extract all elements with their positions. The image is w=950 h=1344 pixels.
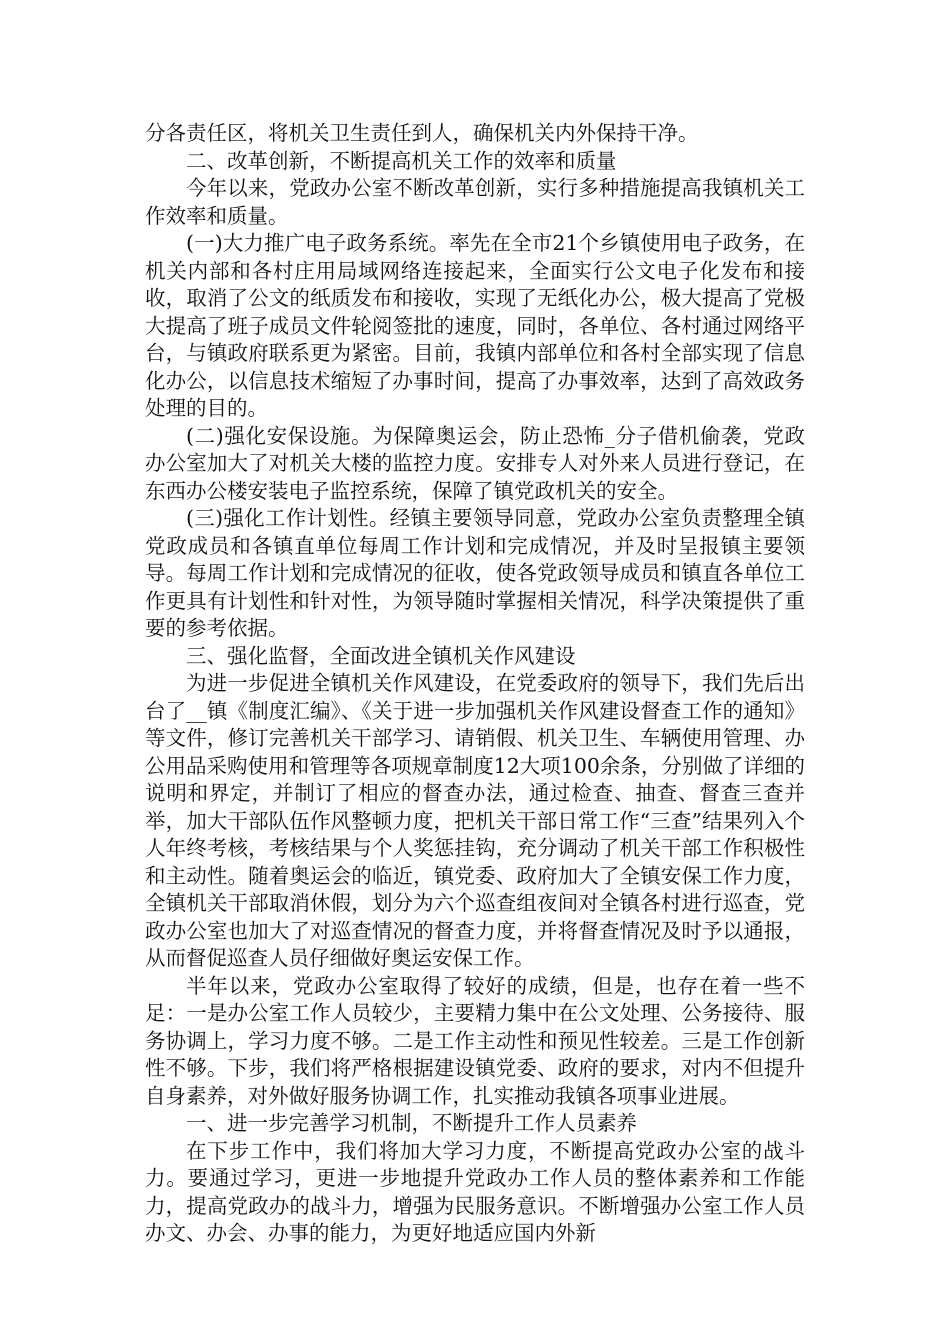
paragraph: 分各责任区，将机关卫生责任到人，确保机关内外保持干净。 xyxy=(145,121,699,145)
paragraph: 半年以来，党政办公室取得了较好的成绩，但是，也存在着一些不足：一是办公室工作人员较少，主要精力集中在公文处理、公务接待、服务协调上，学习力度不够。二是工作主动性和预见性较差。三是工作创新性不够。下步，我们将严格根据建设镇党委、政府的要求，对内不但提升自身素养，对外做好服务协调工作，扎实推动我镇各项事业进展。 xyxy=(145,973,805,1108)
document-body xyxy=(145,120,805,1248)
paragraph: 为进一步促进全镇机关作风建设，在党委政府的领导下，我们先后出台了__镇《制度汇编》、《关于进一步加强机关作风建设督查工作的通知》等文件，修订完善机关干部学习、请销假、机关卫生、车辆使用管理、办公用品采购使用和管理等各项规章制度12大项100余条，分别做了详细的说明和界定，并制订了相应的督查办法，通过检查、抽查、督查三查并举，加大干部队伍作风整顿力度，把机关干部日常工作“三查”结果列入个人年终考核，考核结果与个人奖惩挂钩，充分调动了机关干部工作积极性和主动性。随着奥运会的临近，镇党委、政府加大了全镇安保工作力度，全镇机关干部取消休假，划分为六个巡查组夜间对全镇各村进行巡查，党政办公室也加大了对巡查情况的督查力度，并将督查情况及时予以通报，从而督促巡查人员仔细做好奥运安保工作。 xyxy=(145,671,805,970)
section-heading: 一、进一步完善学习机制，不断提升工作人员素养 xyxy=(186,1111,637,1135)
paragraph: 今年以来，党政办公室不断改革创新，实行多种措施提高我镇机关工作效率和质量。 xyxy=(145,176,805,228)
section-heading: 三、强化监督，全面改进全镇机关作风建设 xyxy=(186,643,576,668)
paragraph: (三)强化工作计划性。经镇主要领导同意，党政办公室负责整理全镇党政成员和各镇直单位每周工作计划和完成情况，并及时呈报镇主要领导。每周工作计划和完成情况的征收，使各党政领导成员和镇直各单位工作更具有计划性和针对性，为领导随时掌握相关情况，科学决策提供了重要的参考依据。 xyxy=(145,506,805,640)
section-heading: 二、改革创新，不断提高机关工作的效率和质量 xyxy=(186,148,617,173)
paragraph: (一)大力推广电子政务系统。率先在全市21个乡镇使用电子政务，在机关内部和各村庄用局域网络连接起来，全面实行公文电子化发布和接收，取消了公文的纸质发布和接收，实现了无纸化办公，极大提高了党极大提高了班子成员文件轮阅签批的速度，同时，各单位、各村通过网络平台，与镇政府联系更为紧密。目前，我镇内部单位和各村全部实现了信息化办公，以信息技术缩短了办事时间，提高了办事效率，达到了高效政务处理的目的。 xyxy=(145,231,805,420)
paragraph: (二)强化安保设施。为保障奥运会，防止恐怖_分子借机偷袭，党政办公室加大了对机关大楼的监控力度。安排专人对外来人员进行登记，在东西办公楼安装电子监控系统，保障了镇党政机关的安全。 xyxy=(145,423,805,503)
paragraph: 在下步工作中，我们将加大学习力度，不断提高党政办公室的战斗力。要通过学习，更进一步地提升党政办工作人员的整体素养和工作能力，提高党政办的战斗力，增强为民服务意识。不断增强办公室工作人员办文、办会、办事的能力，为更好地适应国内外新 xyxy=(145,1138,805,1245)
